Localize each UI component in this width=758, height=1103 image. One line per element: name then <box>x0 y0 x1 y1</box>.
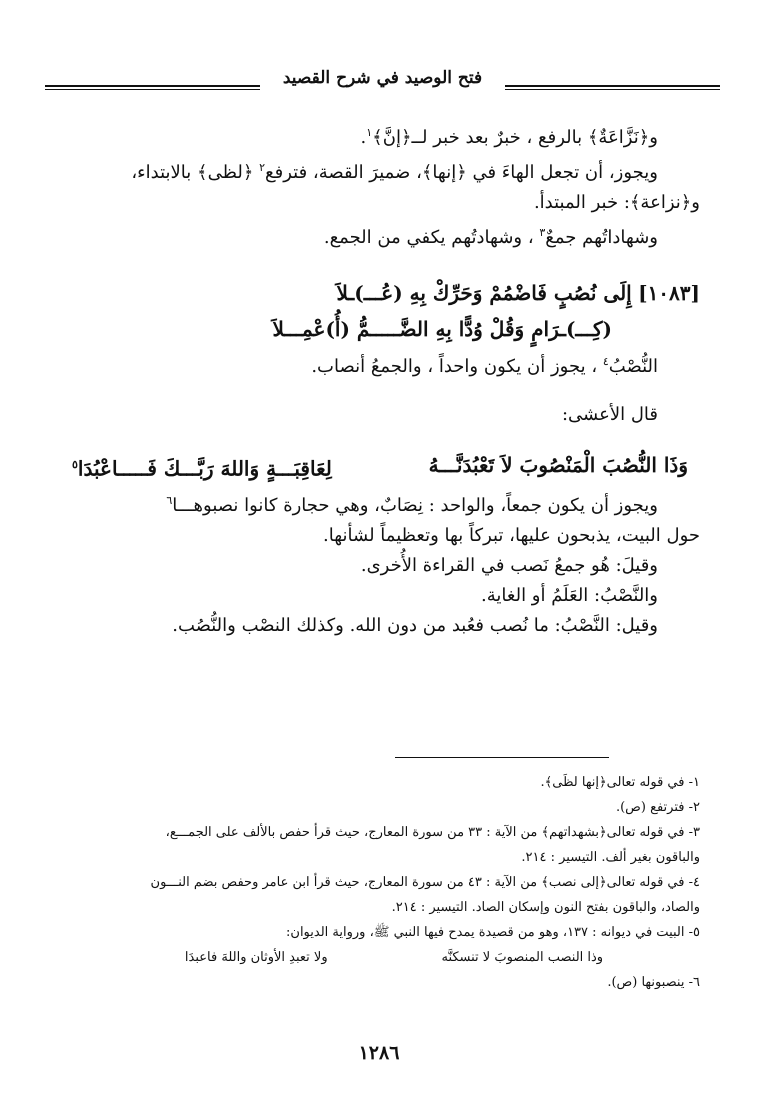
footnote-3: ٣- في قوله تعالى﴿بشهداتهم﴾ من الآية : ٣٣ من سورة المعارج، حيث قرأ حفص بالألف على الجمـــع، <box>165 825 700 840</box>
footnote-ref-2: ٢ <box>259 161 266 174</box>
paragraph-4-text-b: ، وشهادتُهم يكفي من الجمع. <box>323 227 534 248</box>
running-header <box>45 68 720 98</box>
paragraph-6-continued: حول البيت، يذبحون عليها، تبركاً بها وتعظيماً لشأنها. <box>323 524 700 546</box>
citation-hemistich-2 <box>72 448 332 486</box>
header-title: فتح الوصيد في شرح القصيد <box>282 68 483 88</box>
footnote-ref-3: ٣ <box>539 226 546 239</box>
footnote-ref-5: ٥ <box>72 458 78 471</box>
paragraph-2-text-a: ويجوز، أن تجعل الهاءَ في ﴿إنها﴾، ضميرَ القصة، فترفع <box>265 162 658 183</box>
footnote-4-continued: والصاد، والباقون بفتح النون وإسكان الصاد. التيسير : ٢١٤. <box>391 900 700 915</box>
paragraph-5-text-a: النُّصْبُ <box>608 356 658 377</box>
verse-line-2: (كِـــ)ـرَامٍ وَقُلْ وُدًّا بِهِ الضَّـــــمُّ (أُ)عْمِـــلاَ <box>272 317 612 341</box>
footnote-5-hemistich-2: ولا تعبدِ الأوثان واللهَ فاعبدَا <box>184 950 328 965</box>
verse-line-1-text: إِلَى نُصُبٍ فَاضْمُمْ وَحَرِّكْ بِهِ (عُـــ)ـلاَ <box>336 281 632 305</box>
citation-hemistich-2-text: لِعَاقِبَـــةٍ وَاللهَ رَبَّـــكَ فَـــــاعْبُدَا <box>77 456 332 481</box>
footnote-ref-4: ٤ <box>602 355 609 368</box>
footnote-5-hemistich-1: وذا النصب المنصوبَ لا تنسكنَّه <box>441 950 604 965</box>
verse-line-1 <box>60 275 700 311</box>
footnotes <box>88 770 700 995</box>
footnote-2: ٢- فترتفع (ص). <box>615 800 700 815</box>
paragraph-1: و﴿نَزَّاعَةٌ﴾ بالرفع ، خبرٌ بعد خبر لــ﴿إنَّ﴾$^١$. <box>360 126 658 148</box>
main-text <box>60 118 700 641</box>
paragraph-4 <box>60 218 700 253</box>
paragraph-4-text-a: وشهاداتُهم جمعٌ <box>545 227 658 248</box>
verse-number: [١٠٨٣] <box>638 281 700 305</box>
footnote-6: ٦- ينصبونها (ص). <box>607 975 700 990</box>
footnote-4: ٤- في قوله تعالى﴿إلى نصب﴾ من الآية : ٤٣ من سورة المعارج، حيث قرأ ابن عامر وحفص بضم النـــون <box>150 875 700 890</box>
paragraph-8: والنَّصْبُ: العَلَمُ أو الغاية. <box>481 584 658 606</box>
paragraph-5 <box>60 347 700 382</box>
paragraph-6-text-a: ويجوز أن يكون جمعاً، والواحد : نِصَابٌ، وهي حجارة كانوا نصبوهـــا <box>172 494 658 516</box>
paragraph-3: و﴿نزاعة﴾: خبر المبتدأ. <box>533 192 700 213</box>
paragraph-6 <box>60 486 700 521</box>
header-rule-right <box>505 85 720 90</box>
footnote-ref-6: ٦ <box>166 493 173 507</box>
footnote-separator <box>395 757 609 758</box>
poetic-citation <box>60 448 700 486</box>
footnote-3-continued: والباقون بغير ألف. التيسير : ٢١٤. <box>521 850 700 865</box>
footnote-ref-1: ١ <box>366 126 373 139</box>
footnote-1: ١- في قوله تعالى﴿إنها لظَى﴾. <box>540 775 700 790</box>
paragraph-5-text-b: ، يجوز أن يكون واحداً ، والجمعُ أنصاب. <box>311 356 598 377</box>
paragraph-1-text: و﴿نَزَّاعَةٌ﴾ بالرفع ، خبرٌ بعد خبر لــ﴿إنَّ﴾ <box>372 127 658 148</box>
footnote-5-verse <box>88 945 700 970</box>
paragraph-7: وقيلَ: هُو جمعُ نَصب في القراءة الأُخرى. <box>360 554 658 576</box>
paragraph-2-text-b: ﴿لظى﴾ بالابتداء، <box>131 162 254 183</box>
footnote-5: ٥- البيت في ديوانه : ١٣٧، وهو من قصيدة يمدح فيها النبي ﷺ، ورواية الديوان: <box>286 925 700 940</box>
paragraph-2 <box>60 153 700 188</box>
page-number: ١٢٨٦ <box>358 1042 400 1064</box>
poet-attribution: قال الأعشى: <box>561 404 658 425</box>
paragraph-9: وقيل: النَّصْبُ: ما نُصب فعُبد من دون الله. وكذلك النصْب والنُّصُب. <box>172 614 658 636</box>
citation-hemistich-1: وَذَا النُّصُبَ الْمَنْصُوبَ لاَ تَعْبُدَنَّـــهُ <box>428 453 688 477</box>
